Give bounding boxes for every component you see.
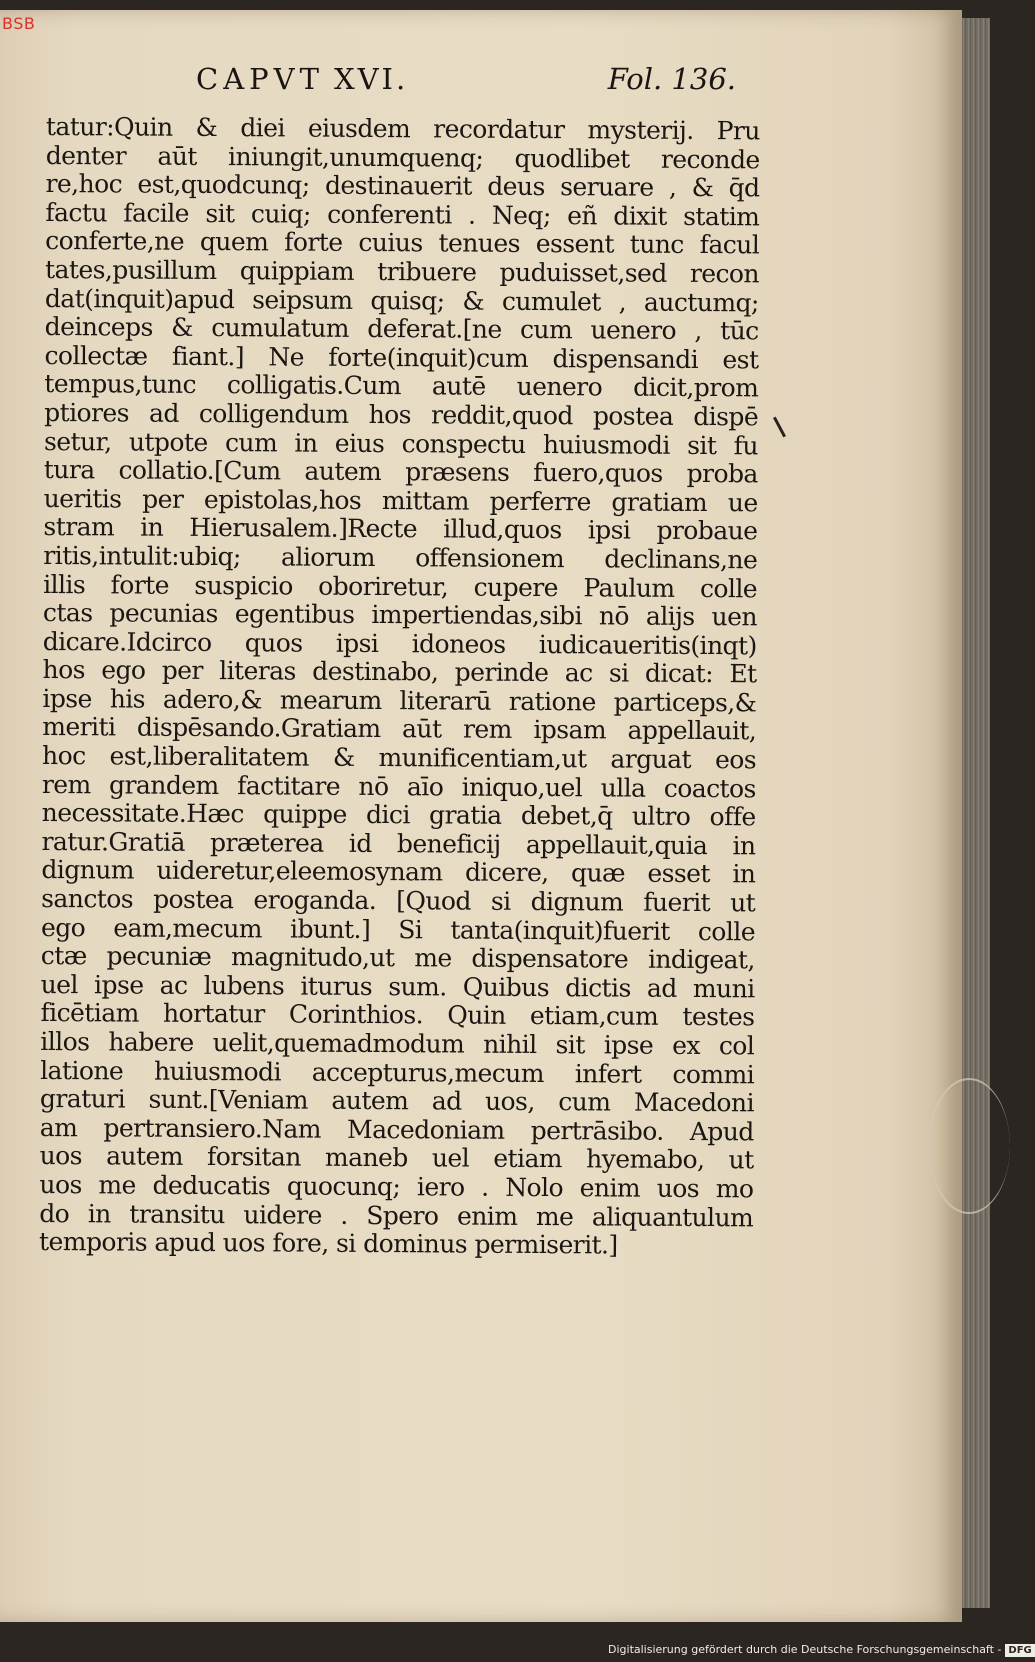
text-line: uos me deducatis quocunq; iero . Nolo enim uos mo <box>39 1169 754 1204</box>
text-line: uos autem forsitan maneb uel etiam hyemabo, ut <box>39 1141 754 1175</box>
text-line: meriti dispēsando.Gratiam aūt rem ipsam appellauit, <box>42 712 757 746</box>
page-clip <box>928 1078 1010 1214</box>
text-line: denter aūt iniungit,unumquenq; quodlibet reconde <box>45 140 760 174</box>
text-line: graturi sunt.[Veniam autem ad uos, cum Macedoni <box>39 1084 755 1118</box>
text-line: necessitate.Hæc quippe dici gratia debet,q̄ ultro offe <box>41 798 756 832</box>
margin-mark <box>773 417 786 438</box>
text-line: hos ego per literas destinabo, perinde ac si dicat: Et <box>42 655 757 689</box>
text-line: dat(inquit)apud seipsum quisq; & cumulet , auctumq; <box>44 283 759 317</box>
running-header <box>196 62 736 102</box>
text-line: hoc est,liberalitatem & munificentiam,ut arguat eos <box>41 741 757 775</box>
text-line: conferte,ne quem forte cuius tenues essent tunc facul <box>45 226 760 260</box>
text-line: illos habere uelit,quemadmodum nihil sit ipse ex col <box>40 1026 755 1061</box>
text-line: stram in Hierusalem.]Recte illud,quos ipsi probaue <box>43 512 758 546</box>
text-line: sanctos postea eroganda. [Quod si dignum fuerit ut <box>41 884 756 918</box>
text-line: re,hoc est,quodcunq; destinauerit deus seruare , & q̄d <box>45 169 760 203</box>
text-line: dignum uideretur,eleemosynam dicere, quæ esset in <box>41 855 756 889</box>
body-text <box>39 113 760 1261</box>
text-line: factu facile sit cuiq; conferenti . Neq; eñ dixit statim <box>45 197 760 232</box>
text-line: temporis apud uos fore, si dominus permiserit.] <box>39 1227 618 1260</box>
text-line: tempus,tunc colligatis.Cum autē uenero dicit,prom <box>44 369 759 403</box>
chapter-number: XVI. <box>333 62 409 96</box>
text-line: setur, utpote cum in eius conspectu huiusmodi sit fu <box>43 426 759 460</box>
text-line: am pertransiero.Nam Macedoniam pertrāsibo. Apud <box>39 1112 754 1147</box>
text-line: ipse his adero,& mearum literarū ratione particeps,& <box>42 683 757 718</box>
text-line: ptiores ad colligendum hos reddit,quod postea dispē <box>44 397 759 432</box>
text-line: dicare.Idcirco quos ipsi idoneos iudicaueritis(inqt) <box>42 626 757 661</box>
footer-text: Digitalisierung gefördert durch die Deutsche Forschungsgemeinschaft - <box>608 1643 1002 1656</box>
text-line: ueritis per epistolas,hos mittam perferre gratiam ue <box>43 483 758 518</box>
text-line: ego eam,mecum ibunt.] Si tanta(inquit)fuerit colle <box>40 912 756 946</box>
text-line: tatur:Quin & diei eiusdem recordatur mysterij. Pru <box>45 112 760 146</box>
page-edge <box>962 18 990 1608</box>
book-page <box>0 10 962 1622</box>
text-line: do in transitu uidere . Spero enim me aliquantulum <box>39 1198 754 1232</box>
text-line: ctas pecunias egentibus impertiendas,sibi nō alijs uen <box>42 598 758 632</box>
text-line: ficētiam hortatur Corinthios. Quin etiam,cum testes <box>40 998 755 1032</box>
library-badge: BSB <box>2 14 36 33</box>
digitization-footer <box>608 1643 1035 1659</box>
text-line: tura collatio.[Cum autem præsens fuero,quos proba <box>43 455 758 489</box>
text-line: tates,pusillum quippiam tribuere puduisset,sed recon <box>44 254 760 289</box>
running-title <box>196 62 408 96</box>
text-line: ritis,intulit:ubiq; aliorum offensionem declinans,ne <box>43 540 758 575</box>
text-line: latione huiusmodi accepturus,mecum infert commi <box>40 1055 755 1089</box>
text-line: collectæ fiant.] Ne forte(inquit)cum dispensandi est <box>44 340 759 375</box>
text-line: ratur.Gratiā præterea id beneficij appellauit,quia in <box>41 826 756 861</box>
text-line: rem grandem factitare nō aīo iniquo,uel ulla coactos <box>41 769 756 804</box>
text-line: ctæ pecuniæ magnitudo,ut me dispensatore indigeat, <box>40 941 755 975</box>
dfg-logo: DFG <box>1005 1644 1034 1657</box>
text-line: illis forte suspicio oboriretur, cupere Paulum colle <box>43 569 758 603</box>
text-line: uel ipse ac lubens iturus sum. Quibus dictis ad muni <box>40 969 755 1004</box>
folio-number: Fol. 136. <box>607 62 736 96</box>
running-title-text: CAPVT <box>196 62 324 96</box>
text-line: deinceps & cumulatum deferat.[ne cum uenero , tūc <box>44 312 759 346</box>
